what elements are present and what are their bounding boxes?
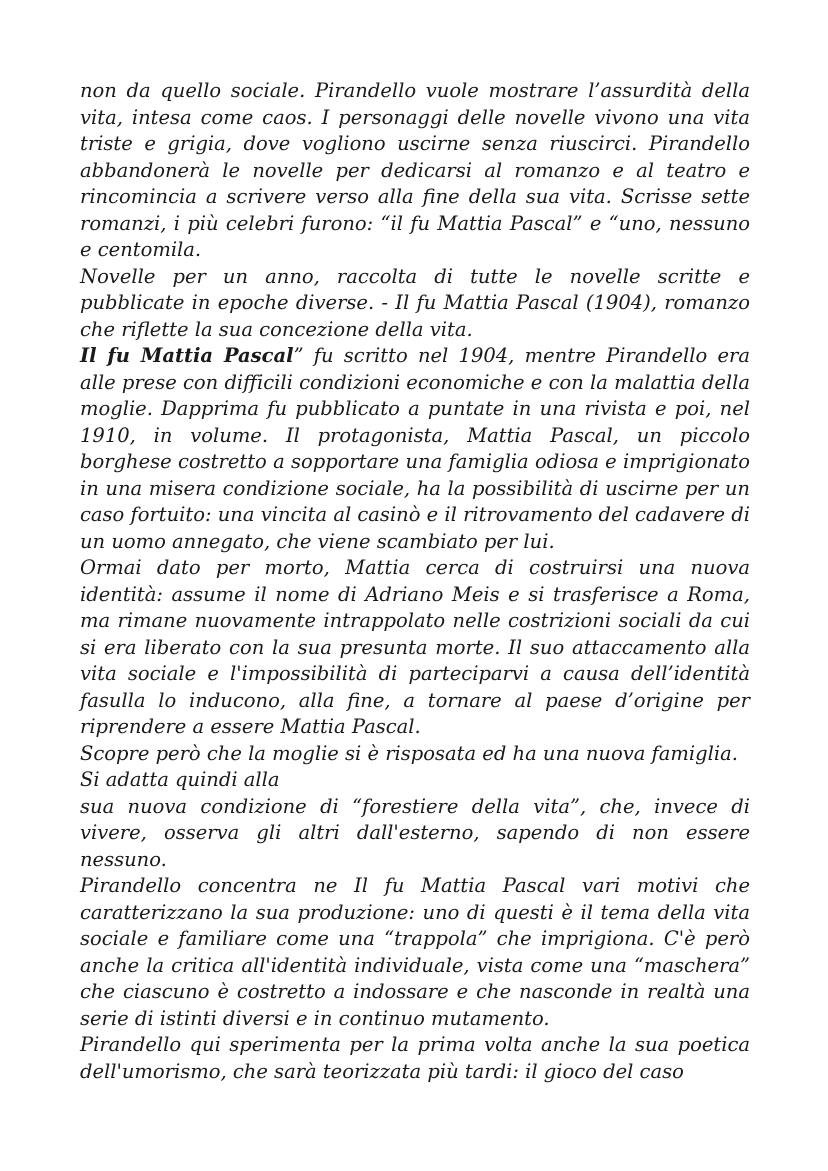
paragraph-si-adatta: Si adatta quindi alla	[80, 768, 280, 791]
paragraph-umorismo: Pirandello qui sperimenta per la prima volta anche la sua poetica dell'umorismo, che sarà teorizzata più tardi: il gioco del caso	[80, 1033, 750, 1083]
paragraph-motivi: Pirandello concentra ne Il fu Mattia Pascal vari motivi che caratterizzano la sua produzione: uno di questi è il tema della vita sociale e familiare come una “trappola” che imprigiona. C'è però anche la critica all'identità individuale, vista come una “maschera” che ciascuno è costretto a indossare e che nasconde in realtà una serie di istinti diversi e in continuo mutamento.	[80, 874, 750, 1030]
document-page	[80, 78, 750, 1085]
paragraph-fu-mattia-pascal	[80, 343, 750, 555]
paragraph-scopre: Scopre però che la moglie si è risposata ed ha una nuova famiglia.	[80, 741, 738, 765]
paragraph-novelle-intro: non da quello sociale. Pirandello vuole mostrare l’assurdità della vita, intesa come caos. I personaggi delle novelle vivono una vita triste e grigia, dove vogliono uscirne senza riuscirci. Pirandello abbandonerà le novelle per dedicarsi al romanzo e al teatro e rincomincia a scrivere verso alla fine della sua vita. Scrisse sette romanzi, i più celebri furono: “il fu Mattia Pascal” e “uno, nessuno e centomila.	[80, 79, 750, 261]
novel-title-bold: Il fu Mattia Pascal	[80, 344, 294, 367]
paragraph-novelle-per-un-anno: Novelle per un anno, raccolta di tutte le novelle scritte e pubblicate in epoche diverse. - Il fu Mattia Pascal (1904), romanzo che riflette la sua concezione della vita.	[80, 264, 750, 341]
paragraph-adriano-meis: Ormai dato per morto, Mattia cerca di costruirsi una nuova identità: assume il nome di Adriano Meis e si trasferisce a Roma, ma rimane nuovamente intrappolato nelle costrizioni sociali da cui si era liberato con la sua presunta morte. Il suo attaccamento alla vita sociale e l'impossibilità di parteciparvi a causa dell’identità fasulla lo inducono, alla fine, a tornare al paese d’origine per riprendere a essere Mattia Pascal.	[80, 556, 750, 738]
paragraph-fu-mattia-pascal-body: ” fu scritto nel 1904, mentre Pirandello era alle prese con difficili condizioni economiche e con la malattia della moglie. Dapprima fu pubblicato a puntate in una rivista e poi, nel 1910, in volume. Il protagonista, Mattia Pascal, un piccolo borghese costretto a sopportare una famiglia odiosa e imprigionato in una misera condizione sociale, ha la possibilità di uscirne per un caso fortuito: una vincita al casinò e il ritrovamento del cadavere di un uomo annegato, che viene scambiato per lui.	[80, 344, 750, 553]
paragraph-forestiere: sua nuova condizione di “forestiere della vita”, che, invece di vivere, osserva gli altri dall'esterno, sapendo di non essere nessuno.	[80, 794, 750, 871]
